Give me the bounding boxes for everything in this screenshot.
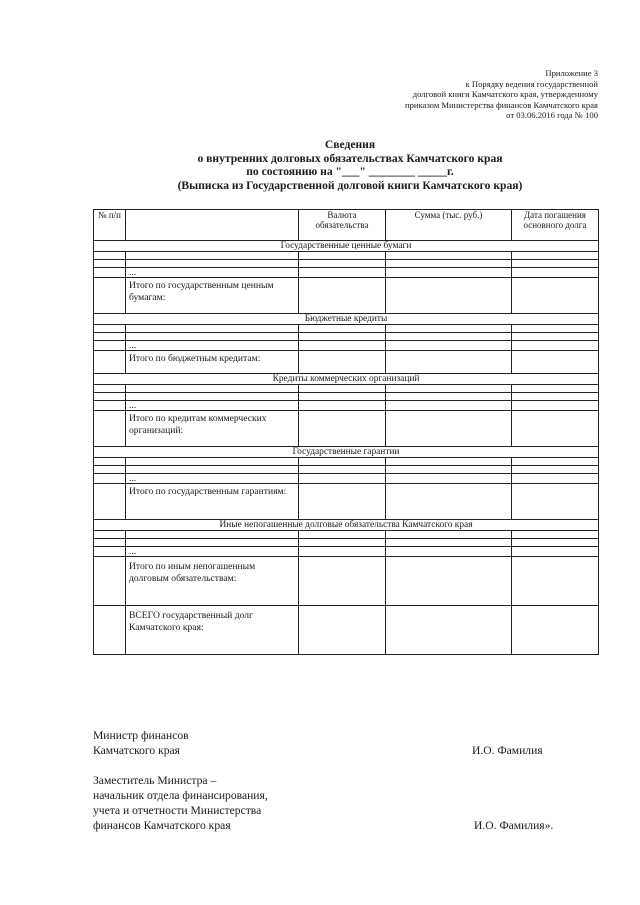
table-cell bbox=[299, 351, 386, 374]
heading-subtitle: о внутренних долговых обязательствах Камчатского края bbox=[197, 151, 503, 165]
table-row bbox=[94, 252, 599, 260]
appendix-line: долговой книги Камчатского края, утвержденному bbox=[412, 89, 598, 100]
table-cell bbox=[299, 466, 386, 474]
table-cell bbox=[512, 606, 599, 655]
table-cell bbox=[512, 531, 599, 539]
table-cell bbox=[386, 393, 512, 401]
table-cell bbox=[299, 458, 386, 466]
table-cell bbox=[512, 333, 599, 341]
ellipsis-cell: ... bbox=[126, 474, 299, 484]
heading-date-line: по состоянию на "___" ________ _____г. bbox=[246, 165, 454, 179]
table-cell bbox=[299, 557, 386, 606]
table-cell bbox=[126, 385, 299, 393]
table-cell bbox=[299, 411, 386, 447]
table-row bbox=[94, 341, 599, 351]
table-cell bbox=[299, 333, 386, 341]
table-cell bbox=[94, 260, 126, 268]
table-cell bbox=[386, 411, 512, 447]
grand-total-row bbox=[94, 606, 599, 655]
table-row bbox=[94, 333, 599, 341]
appendix-line: Приложение 3 bbox=[545, 68, 598, 78]
section-title: Бюджетные кредиты bbox=[94, 314, 599, 325]
table-cell bbox=[299, 547, 386, 557]
table-cell bbox=[386, 260, 512, 268]
total-row bbox=[94, 351, 599, 374]
table-cell bbox=[94, 393, 126, 401]
table-cell bbox=[512, 539, 599, 547]
appendix-note bbox=[405, 68, 598, 121]
table-cell bbox=[299, 606, 386, 655]
table-cell bbox=[386, 385, 512, 393]
table-cell bbox=[126, 393, 299, 401]
table-cell bbox=[386, 474, 512, 484]
table-cell bbox=[386, 325, 512, 333]
table-cell bbox=[94, 484, 126, 520]
table-cell bbox=[94, 268, 126, 278]
deputy-title: Заместитель Министра – bbox=[93, 774, 217, 787]
header-amount: Сумма (тыс. руб.) bbox=[386, 210, 512, 241]
table-cell bbox=[299, 278, 386, 314]
table-cell bbox=[94, 411, 126, 447]
table-cell bbox=[299, 341, 386, 351]
table-cell bbox=[94, 351, 126, 374]
minister-title: Министр финансов bbox=[93, 729, 189, 742]
table-cell bbox=[386, 333, 512, 341]
table-cell bbox=[512, 341, 599, 351]
table-cell bbox=[126, 325, 299, 333]
table-cell bbox=[386, 606, 512, 655]
table-cell bbox=[386, 268, 512, 278]
table-cell bbox=[512, 385, 599, 393]
deputy-title: учета и отчетности Министерства bbox=[93, 804, 262, 817]
table-cell bbox=[126, 539, 299, 547]
table-cell bbox=[94, 325, 126, 333]
table-row bbox=[94, 531, 599, 539]
total-row bbox=[94, 484, 599, 520]
section-title: Государственные ценные бумаги bbox=[94, 241, 599, 252]
appendix-line: от 03.06.2016 года № 100 bbox=[506, 110, 598, 121]
table-cell bbox=[386, 458, 512, 466]
appendix-line: приказом Министерства финансов Камчатского края bbox=[404, 99, 598, 110]
minister-signature-block bbox=[93, 728, 189, 758]
table-header-row bbox=[94, 210, 599, 241]
table-cell bbox=[299, 260, 386, 268]
table-cell bbox=[126, 333, 299, 341]
ellipsis-cell: ... bbox=[126, 401, 299, 411]
table-row bbox=[94, 268, 599, 278]
table-cell bbox=[512, 466, 599, 474]
table-cell bbox=[512, 401, 599, 411]
total-label: Итого по кредитам коммерческих организаций: bbox=[126, 411, 299, 447]
table-cell bbox=[512, 474, 599, 484]
section-title: Кредиты коммерческих организаций bbox=[94, 374, 599, 385]
table-cell bbox=[386, 531, 512, 539]
table-row bbox=[94, 325, 599, 333]
table-row bbox=[94, 458, 599, 466]
table-cell bbox=[512, 393, 599, 401]
ellipsis-cell: ... bbox=[126, 547, 299, 557]
table-cell bbox=[94, 474, 126, 484]
table-cell bbox=[299, 385, 386, 393]
table-cell bbox=[512, 547, 599, 557]
table-row bbox=[94, 539, 599, 547]
table-cell bbox=[512, 325, 599, 333]
deputy-title: начальник отдела финансирования, bbox=[93, 789, 268, 802]
table-cell bbox=[386, 341, 512, 351]
table-cell bbox=[512, 260, 599, 268]
minister-name: И.О. Фамилия bbox=[472, 744, 543, 757]
ellipsis-cell: ... bbox=[126, 341, 299, 351]
document-heading bbox=[80, 138, 620, 192]
table-cell bbox=[386, 539, 512, 547]
table-cell bbox=[386, 547, 512, 557]
table-cell bbox=[299, 539, 386, 547]
table-cell bbox=[386, 466, 512, 474]
total-label: Итого по государственным ценным бумагам: bbox=[126, 278, 299, 314]
total-label: Итого по иным непогашенным долговым обязательствам: bbox=[126, 557, 299, 606]
table-cell bbox=[512, 252, 599, 260]
table-cell bbox=[512, 278, 599, 314]
table-cell bbox=[299, 252, 386, 260]
table-cell bbox=[299, 393, 386, 401]
table-cell bbox=[512, 557, 599, 606]
total-label: Итого по бюджетным кредитам: bbox=[126, 351, 299, 374]
heading-source: (Выписка из Государственной долговой книги Камчатского края) bbox=[177, 178, 523, 192]
table-cell bbox=[94, 333, 126, 341]
table-cell bbox=[126, 466, 299, 474]
table-row bbox=[94, 474, 599, 484]
table-row bbox=[94, 385, 599, 393]
table-cell bbox=[299, 474, 386, 484]
table-cell bbox=[386, 484, 512, 520]
table-cell bbox=[386, 351, 512, 374]
total-label: Итого по государственным гарантиям: bbox=[126, 484, 299, 520]
total-row bbox=[94, 411, 599, 447]
table-cell bbox=[386, 252, 512, 260]
table-cell bbox=[126, 531, 299, 539]
table-row bbox=[94, 393, 599, 401]
table-cell bbox=[126, 458, 299, 466]
appendix-line: к Порядку ведения государственной bbox=[465, 78, 598, 89]
deputy-signature-block bbox=[93, 773, 268, 833]
table-cell bbox=[94, 401, 126, 411]
table-cell bbox=[94, 557, 126, 606]
table-cell bbox=[94, 341, 126, 351]
table-cell bbox=[512, 484, 599, 520]
grand-total-label: ВСЕГО государственный долг Камчатского края: bbox=[126, 606, 299, 655]
table-row bbox=[94, 547, 599, 557]
header-currency: Валюта обязательства bbox=[299, 210, 386, 241]
header-number: № п/п bbox=[94, 210, 126, 241]
total-row bbox=[94, 278, 599, 314]
table-cell bbox=[126, 252, 299, 260]
table-cell bbox=[94, 458, 126, 466]
deputy-name: И.О. Фамилия». bbox=[474, 819, 554, 832]
table-cell bbox=[512, 458, 599, 466]
table-cell bbox=[94, 252, 126, 260]
table-cell bbox=[299, 268, 386, 278]
table-cell bbox=[94, 547, 126, 557]
table-cell bbox=[512, 268, 599, 278]
table-cell bbox=[512, 351, 599, 374]
section-title: Государственные гарантии bbox=[94, 447, 599, 458]
total-row bbox=[94, 557, 599, 606]
table-cell bbox=[512, 411, 599, 447]
table-cell bbox=[94, 539, 126, 547]
table-row bbox=[94, 260, 599, 268]
minister-title: Камчатского края bbox=[93, 744, 181, 757]
debt-table bbox=[93, 209, 599, 655]
table-cell bbox=[94, 466, 126, 474]
ellipsis-cell: ... bbox=[126, 268, 299, 278]
table-row bbox=[94, 466, 599, 474]
table-cell bbox=[386, 401, 512, 411]
table-cell bbox=[94, 531, 126, 539]
table-cell bbox=[299, 401, 386, 411]
table-cell bbox=[299, 531, 386, 539]
table-cell bbox=[386, 278, 512, 314]
table-cell bbox=[94, 278, 126, 314]
table-cell bbox=[94, 606, 126, 655]
header-name bbox=[126, 210, 299, 241]
table-cell bbox=[299, 325, 386, 333]
deputy-title: финансов Камчатского края bbox=[93, 819, 231, 832]
heading-title: Сведения bbox=[324, 138, 376, 151]
table-cell bbox=[386, 557, 512, 606]
table-cell bbox=[126, 260, 299, 268]
section-title: Иные непогашенные долговые обязательства Камчатского края bbox=[94, 520, 599, 531]
header-due-date: Дата погашения основного долга bbox=[512, 210, 599, 241]
table-cell bbox=[299, 484, 386, 520]
table-row bbox=[94, 401, 599, 411]
table-cell bbox=[94, 385, 126, 393]
